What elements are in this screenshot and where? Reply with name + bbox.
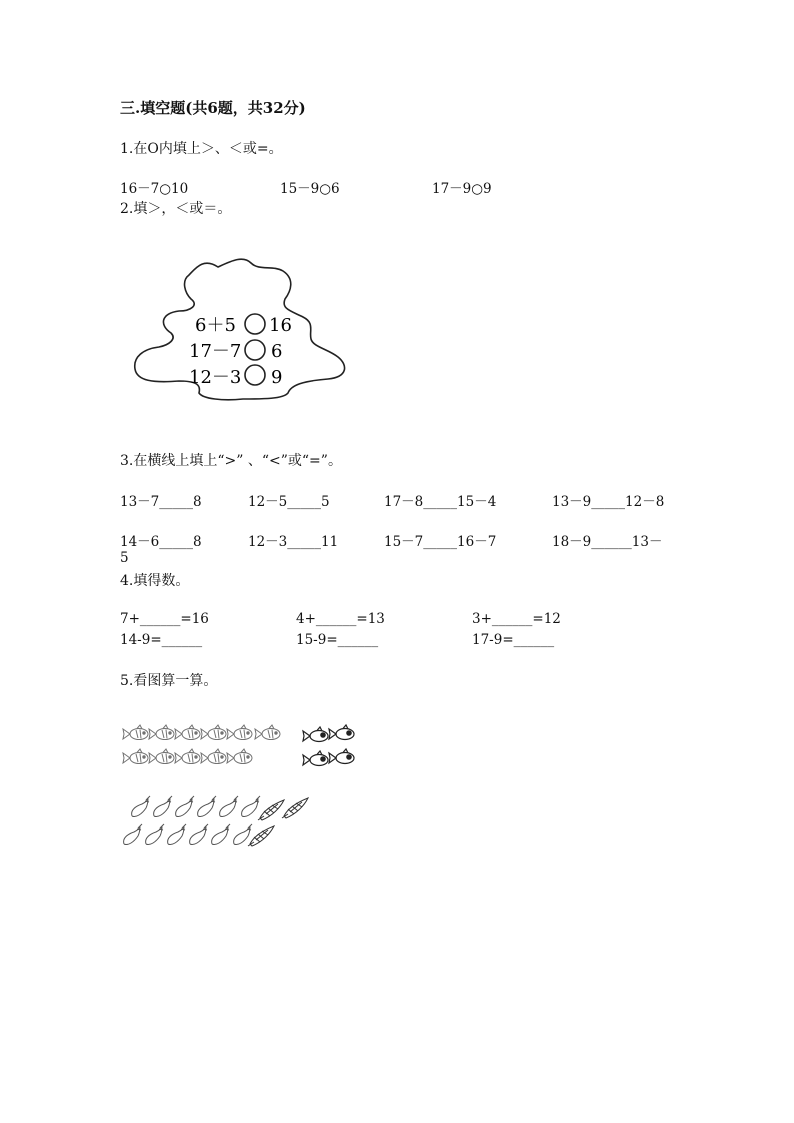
question-3-row1-item-2: 12－5_____5 [248,494,330,510]
fish-icon [303,727,328,742]
question-5-prompt: 5.看图算一算。 [120,673,218,689]
tree-row-3-left: 12－3 [189,367,242,388]
question-3-row2-item-4: 18－9______13－ [552,534,663,550]
question-3-row1-item-4: 13－9_____12－8 [552,494,665,510]
fish-icon [329,749,354,764]
question-1-item-2: 15－9○6 [280,181,340,197]
question-4-prompt: 4.填得数。 [120,573,190,589]
tree-row-1-right: 16 [269,315,292,336]
tree-figure [133,253,353,403]
fish-icon [123,725,148,740]
fish-group-right [303,725,354,766]
eggplant-icon [124,824,142,845]
question-4-row2-item-3: 17-9=______ [472,632,555,648]
tree-row-3-right: 9 [271,367,283,388]
question-3-row2-item-3: 15－7_____16－7 [384,534,497,550]
fish-icon [227,749,252,764]
fish-icon [255,725,280,740]
eggplant-icon [176,796,194,817]
fish-icon [303,751,328,766]
fish-icon [149,725,174,740]
eggplant-group [124,796,260,845]
tree-row-2-right: 6 [271,341,283,362]
vegetable-illustration [120,792,320,852]
corn-icon [248,826,274,846]
question-3-row2-item-2: 12－3_____11 [248,534,339,550]
question-3-row1-item-3: 17－8_____15－4 [384,494,497,510]
question-3-row1-item-1: 13－7_____8 [120,494,202,510]
eggplant-icon [234,824,252,845]
eggplant-icon [198,796,216,817]
corn-icon [282,798,308,818]
question-1-item-3: 17－9○9 [432,181,492,197]
eggplant-icon [212,824,230,845]
fish-icon [175,725,200,740]
section-title: 三.填空题(共6题，共32分) [120,99,306,117]
question-1-item-1: 16－7○10 [120,181,189,197]
question-1-prompt: 1.在O内填上＞、＜或=。 [120,141,283,157]
fish-icon [329,725,354,740]
eggplant-icon [146,824,164,845]
fish-icon [123,749,148,764]
tree-circle-3 [245,365,265,385]
fish-group-left [123,725,280,764]
eggplant-icon [154,796,172,817]
tree-circle-2 [245,340,265,360]
eggplant-icon [242,796,260,817]
fish-icon [227,725,252,740]
question-4-row2-item-2: 15-9=______ [296,632,379,648]
question-2-prompt: 2.填＞，＜或＝。 [120,201,232,217]
fish-icon [201,725,226,740]
eggplant-icon [220,796,238,817]
corn-icon [258,800,284,820]
question-4-row2-item-1: 14-9=______ [120,632,203,648]
tree-row-2-left: 17－7 [189,341,242,362]
fish-icon [201,749,226,764]
question-4-row1-item-3: 3+______=12 [472,611,561,627]
question-3-row2-item-1: 14－6_____8 [120,534,202,550]
fish-icon [175,749,200,764]
eggplant-icon [168,824,186,845]
question-4-row1-item-2: 4+______=13 [296,611,385,627]
question-3-prompt: 3.在横线上填上“>” 、“<”或“=”。 [120,453,342,469]
fish-illustration [120,722,370,782]
fish-icon [149,749,174,764]
question-3-row2-wrap: 5 [120,550,129,566]
eggplant-icon [190,824,208,845]
tree-row-1-left: 6＋5 [195,315,236,336]
tree-circle-1 [245,314,265,334]
eggplant-icon [132,796,150,817]
question-4-row1-item-1: 7+______=16 [120,611,209,627]
